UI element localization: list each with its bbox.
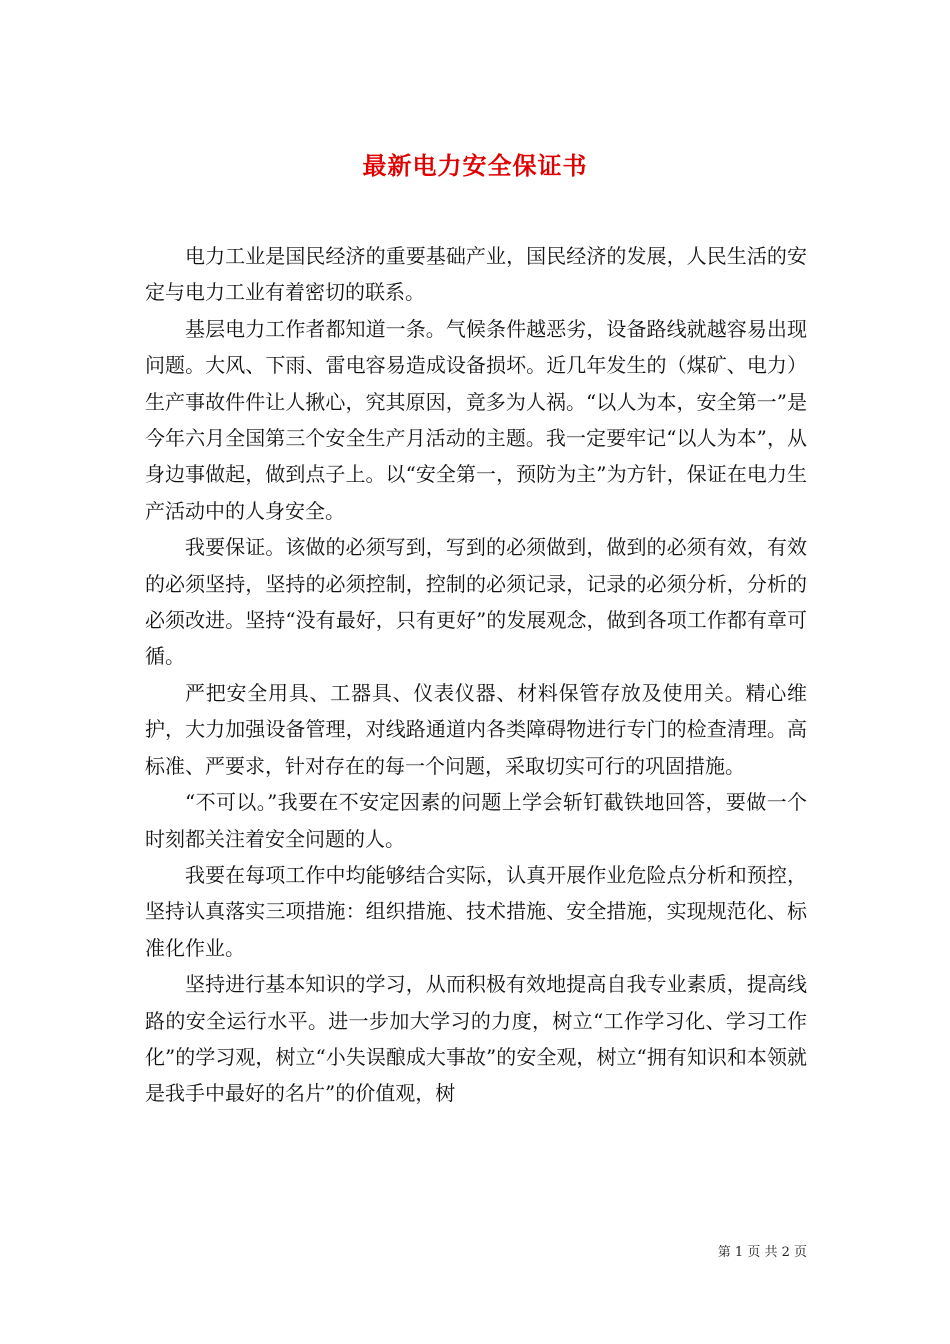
paragraph-1: 电力工业是国民经济的重要基础产业，国民经济的发展，人民生活的安定与电力工业有着密切的联系。 xyxy=(145,244,807,305)
document-title: 最新电力安全保证书 xyxy=(362,151,588,181)
paragraph-6: 我要在每项工作中均能够结合实际，认真开展作业危险点分析和预控，坚持认真落实三项措施：组织措施、技术措施、安全措施，实现规范化、标准化作业。 xyxy=(145,862,807,960)
paragraph-5: “不可以。”我要在不安定因素的问题上学会斩钉截铁地回答，要做一个时刻都关注着安全问题的人。 xyxy=(145,790,807,851)
document-body xyxy=(145,238,807,1112)
paragraph-7: 坚持进行基本知识的学习，从而积极有效地提高自我专业素质，提高线路的安全运行水平。进一步加大学习的力度，树立“工作学习化、学习工作化”的学习观，树立“小失误酿成大事故”的安全观，树立“拥有知识和本领就是我手中最好的名片”的价值观，树 xyxy=(145,972,807,1106)
paragraph-3: 我要保证。该做的必须写到，写到的必须做到，做到的必须有效，有效的必须坚持，坚持的必须控制，控制的必须记录，记录的必须分析，分析的必须改进。坚持“没有最好，只有更好”的发展观念，做到各项工作都有章可循。 xyxy=(145,535,807,669)
paragraph-4: 严把安全用具、工器具、仪表仪器、材料保管存放及使用关。精心维护，大力加强设备管理，对线路通道内各类障碍物进行专门的检查清理。高标准、严要求，针对存在的每一个问题，采取切实可行的巩固措施。 xyxy=(145,680,807,778)
page-number-footer: 第 1 页 共 2 页 xyxy=(717,1245,807,1260)
paragraph-2: 基层电力工作者都知道一条。气候条件越恶劣，设备路线就越容易出现问题。大风、下雨、雷电容易造成设备损坏。近几年发生的（煤矿、电力）生产事故件件让人揪心，究其原因，竟多为人祸。“以人为本，安全第一”是今年六月全国第三个安全生产月活动的主题。我一定要牢记“以人为本”，从身边事做起，做到点子上。以“安全第一，预防为主”为方针，保证在电力生产活动中的人身安全。 xyxy=(145,316,807,523)
